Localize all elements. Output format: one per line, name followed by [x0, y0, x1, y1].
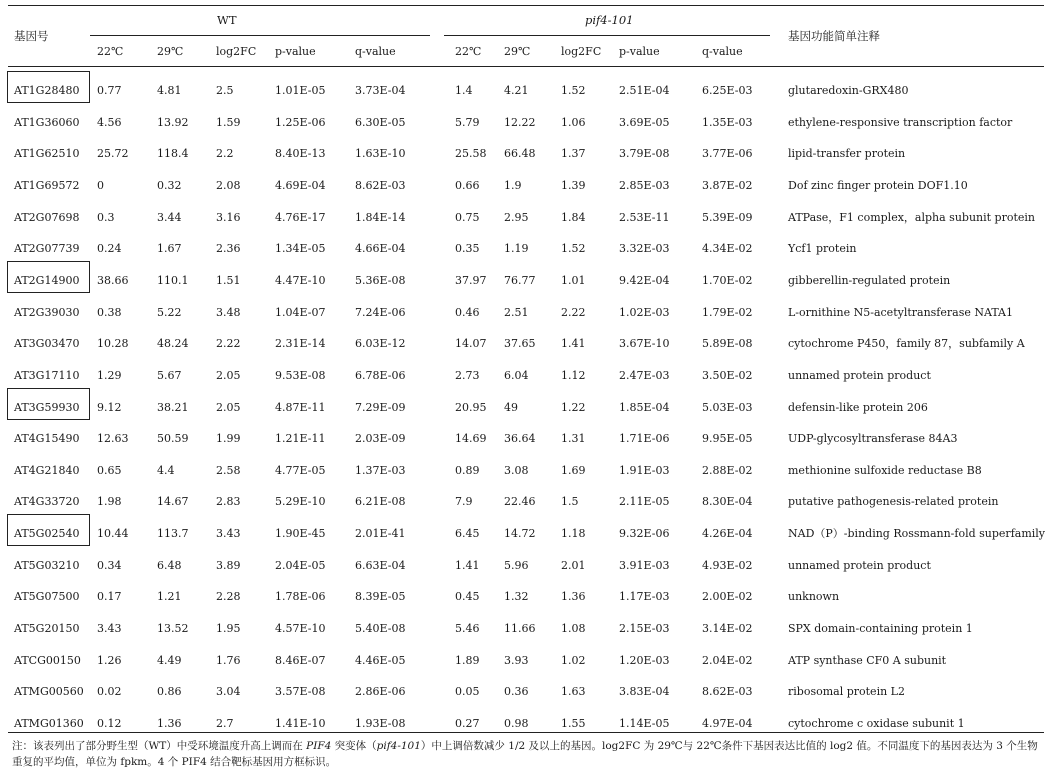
- annotation-cell: unknown: [788, 590, 840, 604]
- wt-value-cell: 5.40E-08: [355, 622, 406, 636]
- wt-value-cell: 2.31E-14: [275, 337, 326, 351]
- pif4-target-box: [7, 71, 90, 103]
- wt-value-cell: 0.17: [97, 590, 122, 604]
- gene-id-cell: AT5G03210: [14, 558, 80, 572]
- wt-value-cell: 1.67: [157, 242, 182, 256]
- wt-value-cell: 4.87E-11: [275, 400, 326, 414]
- mut-value-cell: 3.08: [504, 463, 529, 477]
- mut-value-cell: 2.00E-02: [702, 590, 753, 604]
- subheader-mut-0: 22℃: [455, 45, 482, 58]
- wt-value-cell: 5.22: [157, 305, 182, 319]
- mut-value-cell: 5.79: [455, 115, 480, 129]
- mut-value-cell: 4.93E-02: [702, 558, 753, 572]
- footnote-mutant-italic: pif4-101: [376, 740, 421, 752]
- mut-value-cell: 8.30E-04: [702, 495, 753, 509]
- annotation-cell: Dof zinc finger protein DOF1.10: [788, 178, 968, 192]
- wt-value-cell: 1.26: [97, 653, 122, 667]
- annotation-cell: cytochrome P450，family 87，subfamily A: [788, 337, 1025, 351]
- mut-value-cell: 5.39E-09: [702, 210, 753, 224]
- mut-value-cell: 0.27: [455, 717, 480, 730]
- wt-value-cell: 3.16: [216, 210, 241, 224]
- mut-value-cell: 12.22: [504, 115, 536, 129]
- mut-value-cell: 1.63: [561, 685, 586, 699]
- subheader-mut-4: q-value: [702, 45, 743, 58]
- gene-id-cell: ATCG00150: [14, 653, 81, 667]
- wt-value-cell: 9.53E-08: [275, 368, 326, 382]
- wt-value-cell: 0.32: [157, 178, 182, 192]
- footnote-gene-italic: PIF4: [306, 740, 332, 752]
- annotation-cell: ATPase，F1 complex，alpha subunit protein: [788, 210, 1036, 224]
- mut-value-cell: 5.03E-03: [702, 400, 753, 414]
- mut-value-cell: 6.45: [455, 527, 480, 541]
- mut-value-cell: 1.06: [561, 115, 586, 129]
- mut-value-cell: 1.31: [561, 432, 586, 446]
- mut-value-cell: 2.47E-03: [619, 368, 670, 382]
- mut-value-cell: 14.69: [455, 432, 487, 446]
- mut-value-cell: 1.69: [561, 463, 586, 477]
- wt-value-cell: 1.76: [216, 653, 241, 667]
- wt-value-cell: 4.57E-10: [275, 622, 326, 636]
- mut-value-cell: 0.98: [504, 717, 529, 730]
- gene-id-cell: AT2G07698: [14, 210, 80, 224]
- wt-value-cell: 13.92: [157, 115, 189, 129]
- wt-group-rule: [90, 35, 430, 36]
- wt-value-cell: 8.46E-07: [275, 653, 326, 667]
- wt-value-cell: 1.63E-10: [355, 147, 406, 161]
- gene-id-cell: AT4G15490: [14, 432, 80, 446]
- wt-value-cell: 118.4: [157, 147, 189, 161]
- wt-value-cell: 50.59: [157, 432, 189, 446]
- mut-value-cell: 2.04E-02: [702, 653, 753, 667]
- gene-id-cell: AT5G20150: [14, 622, 80, 636]
- mut-value-cell: 2.22: [561, 305, 586, 319]
- mut-value-cell: 1.12: [561, 368, 586, 382]
- mut-value-cell: 1.41: [455, 558, 480, 572]
- annotation-cell: cytochrome c oxidase subunit 1: [788, 717, 965, 730]
- mut-value-cell: 0.05: [455, 685, 480, 699]
- mut-value-cell: 5.46: [455, 622, 480, 636]
- wt-value-cell: 1.99: [216, 432, 241, 446]
- mut-value-cell: 1.01: [561, 273, 586, 287]
- wt-value-cell: 8.39E-05: [355, 590, 406, 604]
- mut-value-cell: 1.17E-03: [619, 590, 670, 604]
- mut-value-cell: 0.46: [455, 305, 480, 319]
- wt-value-cell: 0.77: [97, 84, 122, 97]
- mut-value-cell: 9.95E-05: [702, 432, 753, 446]
- wt-value-cell: 1.36: [157, 717, 182, 730]
- mut-value-cell: 1.89: [455, 653, 480, 667]
- annotation-cell: ethylene-responsive transcription factor: [788, 115, 1013, 129]
- mut-value-cell: 4.97E-04: [702, 717, 753, 730]
- header-group-wt: WT: [217, 13, 237, 27]
- annotation-cell: L-ornithine N5-acetyltransferase NATA1: [788, 305, 1014, 319]
- mut-value-cell: 0.45: [455, 590, 480, 604]
- wt-value-cell: 7.24E-06: [355, 305, 406, 319]
- wt-value-cell: 2.08: [216, 178, 241, 192]
- wt-value-cell: 1.01E-05: [275, 84, 326, 97]
- wt-value-cell: 9.12: [97, 400, 122, 414]
- mut-value-cell: 1.91E-03: [619, 463, 670, 477]
- wt-value-cell: 1.34E-05: [275, 242, 326, 256]
- footnote-part: 突变体（: [331, 740, 377, 752]
- subheader-wt-1: 29℃: [157, 45, 184, 58]
- header-group-mut: pif4-101: [585, 13, 634, 27]
- mut-value-cell: 2.15E-03: [619, 622, 670, 636]
- mut-value-cell: 3.77E-06: [702, 147, 753, 161]
- mut-value-cell: 2.51E-04: [619, 84, 670, 97]
- mut-value-cell: 1.52: [561, 242, 586, 256]
- wt-value-cell: 2.7: [216, 717, 234, 730]
- wt-value-cell: 5.36E-08: [355, 273, 406, 287]
- gene-id-cell: AT5G07500: [14, 590, 80, 604]
- gene-id-cell: AT1G69572: [14, 178, 80, 192]
- wt-value-cell: 113.7: [157, 527, 189, 541]
- mut-value-cell: 0.66: [455, 178, 480, 192]
- subheader-mut-3: p-value: [619, 45, 660, 58]
- table-footnote: [12, 738, 1042, 770]
- mut-value-cell: 1.22: [561, 400, 586, 414]
- mut-value-cell: 1.71E-06: [619, 432, 670, 446]
- annotation-cell: ATP synthase CF0 A subunit: [788, 653, 947, 667]
- wt-value-cell: 2.03E-09: [355, 432, 406, 446]
- mut-value-cell: 1.55: [561, 717, 586, 730]
- wt-value-cell: 2.28: [216, 590, 241, 604]
- wt-value-cell: 4.76E-17: [275, 210, 326, 224]
- annotation-cell: UDP-glycosyltransferase 84A3: [788, 432, 958, 446]
- mut-value-cell: 1.5: [561, 495, 579, 509]
- wt-value-cell: 10.44: [97, 527, 129, 541]
- mut-value-cell: 1.37: [561, 147, 586, 161]
- wt-value-cell: 0: [97, 178, 104, 192]
- annotation-cell: SPX domain-containing protein 1: [788, 622, 973, 636]
- wt-value-cell: 4.81: [157, 84, 182, 97]
- mut-value-cell: 37.97: [455, 273, 487, 287]
- wt-value-cell: 1.21: [157, 590, 182, 604]
- mut-value-cell: 1.19: [504, 242, 529, 256]
- mut-value-cell: 11.66: [504, 622, 536, 636]
- wt-value-cell: 2.2: [216, 147, 234, 161]
- wt-value-cell: 2.5: [216, 84, 234, 97]
- wt-value-cell: 4.69E-04: [275, 178, 326, 192]
- mut-value-cell: 1.14E-05: [619, 717, 670, 730]
- mut-value-cell: 76.77: [504, 273, 536, 287]
- mut-value-cell: 3.67E-10: [619, 337, 670, 351]
- mut-value-cell: 3.83E-04: [619, 685, 670, 699]
- mut-value-cell: 4.21: [504, 84, 529, 97]
- wt-value-cell: 2.36: [216, 242, 241, 256]
- gene-id-cell: AT5G02540: [14, 527, 80, 541]
- footnote-part: 注：该表列出了部分野生型（WT）中受环境温度升高上调而在: [12, 740, 307, 752]
- table-bottom-rule: [8, 732, 1044, 733]
- mut-value-cell: 20.95: [455, 400, 487, 414]
- mut-value-cell: 6.25E-03: [702, 84, 753, 97]
- wt-value-cell: 2.86E-06: [355, 685, 406, 699]
- wt-value-cell: 1.84E-14: [355, 210, 406, 224]
- wt-value-cell: 1.37E-03: [355, 463, 406, 477]
- mut-value-cell: 3.91E-03: [619, 558, 670, 572]
- wt-value-cell: 3.04: [216, 685, 241, 699]
- mut-value-cell: 1.85E-04: [619, 400, 670, 414]
- subheader-wt-3: p-value: [275, 45, 316, 58]
- mut-value-cell: 5.96: [504, 558, 529, 572]
- annotation-cell: defensin-like protein 206: [788, 400, 928, 414]
- mut-value-cell: 3.32E-03: [619, 242, 670, 256]
- mut-group-rule: [444, 35, 770, 36]
- mut-value-cell: 1.84: [561, 210, 586, 224]
- gene-id-cell: AT2G07739: [14, 242, 80, 256]
- wt-value-cell: 0.3: [97, 210, 115, 224]
- mut-value-cell: 3.93: [504, 653, 529, 667]
- mut-value-cell: 1.20E-03: [619, 653, 670, 667]
- wt-value-cell: 0.38: [97, 305, 122, 319]
- wt-value-cell: 6.30E-05: [355, 115, 406, 129]
- wt-value-cell: 3.57E-08: [275, 685, 326, 699]
- mut-value-cell: 2.73: [455, 368, 480, 382]
- mut-value-cell: 1.9: [504, 178, 522, 192]
- wt-value-cell: 14.67: [157, 495, 189, 509]
- mut-value-cell: 2.85E-03: [619, 178, 670, 192]
- mut-value-cell: 6.04: [504, 368, 529, 382]
- header-bottom-rule: [8, 66, 1044, 67]
- wt-value-cell: 2.05: [216, 368, 241, 382]
- mut-value-cell: 3.87E-02: [702, 178, 753, 192]
- annotation-cell: lipid-transfer protein: [788, 147, 906, 161]
- wt-value-cell: 4.49: [157, 653, 182, 667]
- annotation-cell: methionine sulfoxide reductase B8: [788, 463, 982, 477]
- wt-value-cell: 2.83: [216, 495, 241, 509]
- mut-value-cell: 2.88E-02: [702, 463, 753, 477]
- wt-value-cell: 4.56: [97, 115, 122, 129]
- wt-value-cell: 4.47E-10: [275, 273, 326, 287]
- wt-value-cell: 8.62E-03: [355, 178, 406, 192]
- wt-value-cell: 1.04E-07: [275, 305, 326, 319]
- footnote-part: ）中上调倍数减少 1/2 及以上的基因。log2FC 为 29℃与 22℃条件下基因表达比值的 log2 值。不同温度下的基因表达为 3 个生物重复的平均值，单位为 fpkm。4 个 PIF4 结合靶标基因用方框标识。: [12, 740, 1038, 768]
- wt-value-cell: 4.46E-05: [355, 653, 406, 667]
- mut-value-cell: 4.34E-02: [702, 242, 753, 256]
- mut-value-cell: 3.69E-05: [619, 115, 670, 129]
- wt-value-cell: 1.78E-06: [275, 590, 326, 604]
- wt-value-cell: 5.67: [157, 368, 182, 382]
- wt-value-cell: 25.72: [97, 147, 129, 161]
- mut-value-cell: 1.08: [561, 622, 586, 636]
- wt-value-cell: 1.29: [97, 368, 122, 382]
- gene-id-cell: AT3G59930: [14, 400, 80, 414]
- mut-value-cell: 1.41: [561, 337, 586, 351]
- gene-id-cell: AT1G36060: [14, 115, 80, 129]
- mut-value-cell: 7.9: [455, 495, 473, 509]
- mut-value-cell: 9.32E-06: [619, 527, 670, 541]
- wt-value-cell: 2.22: [216, 337, 241, 351]
- wt-value-cell: 0.02: [97, 685, 122, 699]
- annotation-cell: glutaredoxin-GRX480: [788, 84, 909, 97]
- gene-id-cell: AT4G33720: [14, 495, 80, 509]
- wt-value-cell: 2.58: [216, 463, 241, 477]
- wt-value-cell: 6.03E-12: [355, 337, 406, 351]
- mut-value-cell: 25.58: [455, 147, 487, 161]
- wt-value-cell: 3.48: [216, 305, 241, 319]
- wt-value-cell: 2.04E-05: [275, 558, 326, 572]
- gene-id-cell: AT4G21840: [14, 463, 80, 477]
- mut-value-cell: 2.51: [504, 305, 529, 319]
- pif4-target-box: [7, 388, 90, 420]
- header-annotation: 基因功能简单注释: [788, 29, 880, 43]
- subheader-mut-1: 29℃: [504, 45, 531, 58]
- mut-value-cell: 2.01: [561, 558, 586, 572]
- mut-value-cell: 8.62E-03: [702, 685, 753, 699]
- subheader-wt-2: log2FC: [216, 45, 257, 58]
- wt-value-cell: 10.28: [97, 337, 129, 351]
- gene-id-cell: AT3G17110: [14, 368, 80, 382]
- wt-value-cell: 6.21E-08: [355, 495, 406, 509]
- mut-value-cell: 4.26E-04: [702, 527, 753, 541]
- gene-id-cell: ATMG01360: [14, 717, 84, 730]
- mut-value-cell: 49: [504, 400, 518, 414]
- wt-value-cell: 4.66E-04: [355, 242, 406, 256]
- annotation-cell: unnamed protein product: [788, 558, 931, 572]
- wt-value-cell: 4.4: [157, 463, 175, 477]
- subheader-mut-2: log2FC: [561, 45, 602, 58]
- wt-value-cell: 0.24: [97, 242, 122, 256]
- mut-value-cell: 14.72: [504, 527, 536, 541]
- wt-value-cell: 3.43: [97, 622, 122, 636]
- wt-value-cell: 7.29E-09: [355, 400, 406, 414]
- mut-value-cell: 66.48: [504, 147, 536, 161]
- wt-value-cell: 0.86: [157, 685, 182, 699]
- mut-value-cell: 1.70E-02: [702, 273, 753, 287]
- wt-value-cell: 1.98: [97, 495, 122, 509]
- mut-value-cell: 1.35E-03: [702, 115, 753, 129]
- subheader-wt-4: q-value: [355, 45, 396, 58]
- wt-value-cell: 1.21E-11: [275, 432, 326, 446]
- gene-id-cell: AT2G14900: [14, 273, 80, 287]
- mut-value-cell: 1.39: [561, 178, 586, 192]
- wt-value-cell: 6.48: [157, 558, 182, 572]
- mut-value-cell: 3.50E-02: [702, 368, 753, 382]
- wt-value-cell: 2.01E-41: [355, 527, 406, 541]
- top-rule: [8, 5, 1044, 6]
- mut-value-cell: 37.65: [504, 337, 536, 351]
- wt-value-cell: 0.12: [97, 717, 122, 730]
- mut-value-cell: 1.18: [561, 527, 586, 541]
- gene-id-cell: AT2G39030: [14, 305, 80, 319]
- mut-value-cell: 0.75: [455, 210, 480, 224]
- mut-value-cell: 0.89: [455, 463, 480, 477]
- wt-value-cell: 1.59: [216, 115, 241, 129]
- wt-value-cell: 6.78E-06: [355, 368, 406, 382]
- wt-value-cell: 1.90E-45: [275, 527, 326, 541]
- wt-value-cell: 5.29E-10: [275, 495, 326, 509]
- wt-value-cell: 8.40E-13: [275, 147, 326, 161]
- wt-value-cell: 1.93E-08: [355, 717, 406, 730]
- header-gene-id: 基因号: [14, 29, 49, 43]
- wt-value-cell: 12.63: [97, 432, 129, 446]
- mut-value-cell: 1.32: [504, 590, 529, 604]
- gene-id-cell: AT3G03470: [14, 337, 80, 351]
- mut-value-cell: 1.36: [561, 590, 586, 604]
- mut-value-cell: 2.53E-11: [619, 210, 670, 224]
- mut-value-cell: 2.11E-05: [619, 495, 670, 509]
- wt-value-cell: 13.52: [157, 622, 189, 636]
- wt-value-cell: 4.77E-05: [275, 463, 326, 477]
- mut-value-cell: 14.07: [455, 337, 487, 351]
- pif4-target-box: [7, 261, 90, 293]
- wt-value-cell: 0.65: [97, 463, 122, 477]
- mut-value-cell: 1.52: [561, 84, 586, 97]
- wt-value-cell: 0.34: [97, 558, 122, 572]
- mut-value-cell: 1.02: [561, 653, 586, 667]
- wt-value-cell: 38.21: [157, 400, 189, 414]
- wt-value-cell: 3.43: [216, 527, 241, 541]
- wt-value-cell: 2.05: [216, 400, 241, 414]
- gene-id-cell: AT1G62510: [14, 147, 80, 161]
- mut-value-cell: 2.95: [504, 210, 529, 224]
- mut-value-cell: 3.14E-02: [702, 622, 753, 636]
- subheader-wt-0: 22℃: [97, 45, 124, 58]
- gene-id-cell: ATMG00560: [14, 685, 84, 699]
- annotation-cell: unnamed protein product: [788, 368, 931, 382]
- wt-value-cell: 1.25E-06: [275, 115, 326, 129]
- wt-value-cell: 1.51: [216, 273, 241, 287]
- pif4-target-box: [7, 514, 90, 546]
- annotation-cell: putative pathogenesis-related protein: [788, 495, 999, 509]
- annotation-cell: Ycf1 protein: [788, 242, 857, 256]
- wt-value-cell: 48.24: [157, 337, 189, 351]
- mut-value-cell: 22.46: [504, 495, 536, 509]
- wt-value-cell: 38.66: [97, 273, 129, 287]
- wt-value-cell: 3.73E-04: [355, 84, 406, 97]
- mut-value-cell: 0.35: [455, 242, 480, 256]
- annotation-cell: ribosomal protein L2: [788, 685, 905, 699]
- wt-value-cell: 6.63E-04: [355, 558, 406, 572]
- mut-value-cell: 1.4: [455, 84, 473, 97]
- mut-value-cell: 0.36: [504, 685, 529, 699]
- mut-value-cell: 3.79E-08: [619, 147, 670, 161]
- mut-value-cell: 1.02E-03: [619, 305, 670, 319]
- wt-value-cell: 1.95: [216, 622, 241, 636]
- wt-value-cell: 110.1: [157, 273, 189, 287]
- wt-value-cell: 1.41E-10: [275, 717, 326, 730]
- mut-value-cell: 1.79E-02: [702, 305, 753, 319]
- mut-value-cell: 36.64: [504, 432, 536, 446]
- wt-value-cell: 3.89: [216, 558, 241, 572]
- annotation-cell: gibberellin-regulated protein: [788, 273, 951, 287]
- mut-value-cell: 9.42E-04: [619, 273, 670, 287]
- mut-value-cell: 5.89E-08: [702, 337, 753, 351]
- gene-id-cell: AT1G28480: [14, 84, 80, 97]
- wt-value-cell: 3.44: [157, 210, 182, 224]
- annotation-cell: NAD（P）-binding Rossmann-fold superfamily: [788, 527, 1046, 541]
